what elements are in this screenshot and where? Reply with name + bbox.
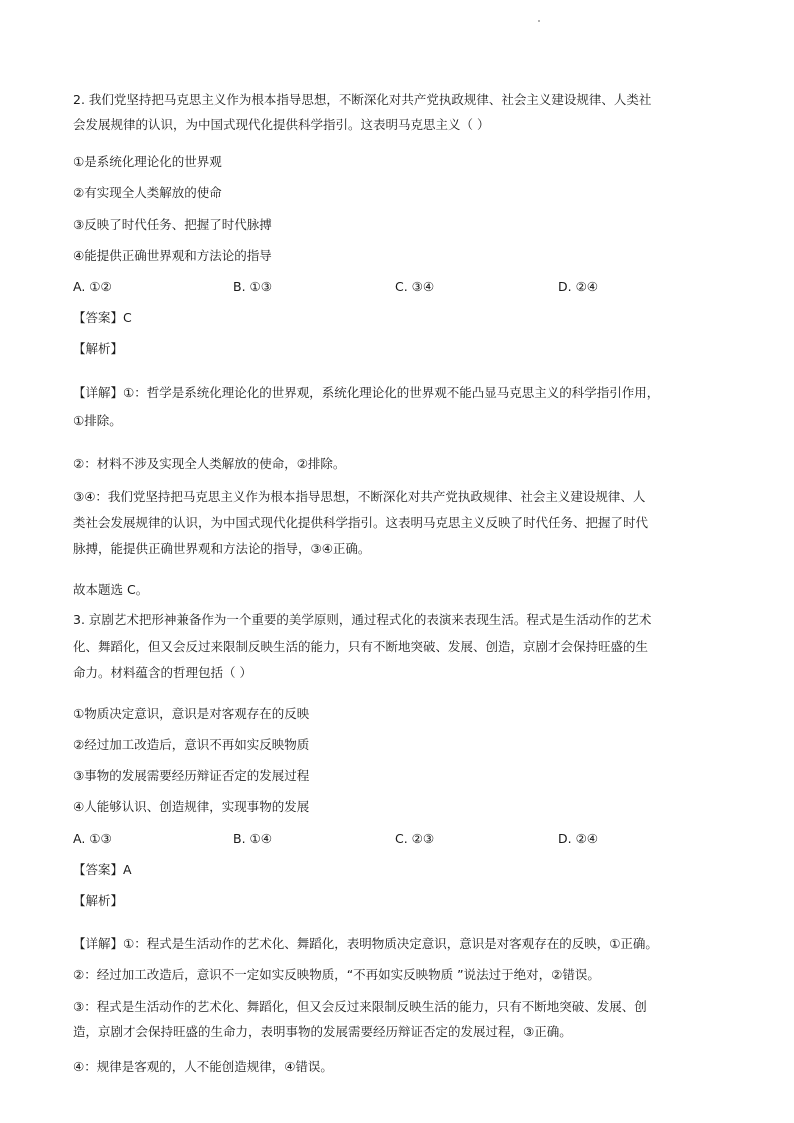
q2-conclusion: 故本题选 C。	[73, 582, 149, 597]
q3-item-1: ①物质决定意识，意识是对客观存在的反映	[73, 706, 310, 721]
q3-stem-line-2: 化、舞蹈化，但又会反过来限制反映生活的能力，只有不断地突破、发展、创造，京剧才会保持旺盛的生	[73, 639, 649, 654]
q2-stem-line-1: 2. 我们党坚持把马克思主义作为根本指导思想，不断深化对共产党执政规律、社会主义建设规律、人类社	[73, 92, 652, 107]
q2-detail-line-5: 类社会发展规律的认识，为中国式现代化提供科学指引。这表明马克思主义反映了时代任务、把握了时代	[73, 515, 649, 530]
q2-detail-line-6: 脉搏，能提供正确世界观和方法论的指导，③④正确。	[73, 541, 371, 556]
q3-item-3: ③事物的发展需要经历辩证否定的发展过程	[73, 768, 310, 783]
q2-item-1: ①是系统化理论化的世界观	[73, 154, 222, 169]
q2-options	[73, 278, 723, 296]
q3-option-c: C. ②③	[395, 831, 435, 846]
q3-option-b: B. ①④	[233, 831, 272, 846]
q2-detail-line-3: ②：材料不涉及实现全人类解放的使命，②排除。	[73, 456, 346, 471]
q3-item-4: ④人能够认识、创造规律，实现事物的发展	[73, 799, 310, 814]
q2-item-4: ④能提供正确世界观和方法论的指导	[73, 248, 272, 263]
q2-item-3: ③反映了时代任务、把握了时代脉搏	[73, 217, 272, 232]
q2-stem-line-2: 会发展规律的认识，为中国式现代化提供科学指引。这表明马克思主义（ ）	[73, 117, 490, 132]
q2-detail-line-1: 【详解】①：哲学是系统化理论化的世界观，系统化理论化的世界观不能凸显马克思主义的科学指引作用，	[73, 385, 660, 400]
q2-detail-line-2: ①排除。	[73, 413, 122, 428]
q3-analysis-label: 【解析】	[73, 893, 124, 908]
page-dot	[538, 20, 540, 22]
q2-analysis-label: 【解析】	[73, 341, 124, 356]
q2-option-b: B. ①③	[233, 279, 272, 294]
q2-answer: 【答案】C	[73, 310, 132, 325]
q2-detail-line-4: ③④：我们党坚持把马克思主义作为根本指导思想，不断深化对共产党执政规律、社会主义建设规律、人	[73, 489, 646, 504]
q3-item-2: ②经过加工改造后，意识不再如实反映物质	[73, 737, 310, 752]
q2-option-c: C. ③④	[395, 279, 435, 294]
q3-stem-line-1: 3. 京剧艺术把形神兼备作为一个重要的美学原则，通过程式化的表演来表现生活。程式是生活动作的艺术	[73, 612, 652, 627]
q3-detail-line-5: ④：规律是客观的，人不能创造规律，④错误。	[73, 1059, 333, 1074]
q2-option-a: A. ①②	[73, 279, 112, 294]
q3-option-a: A. ①③	[73, 831, 112, 846]
q3-option-d: D. ②④	[558, 831, 598, 846]
q3-detail-line-2: ②：经过加工改造后，意识不一定如实反映物质，“不再如实反映物质 ”说法过于绝对，②错误。	[73, 967, 600, 982]
q3-options	[73, 830, 723, 848]
q3-detail-line-1: 【详解】①：程式是生活动作的艺术化、舞蹈化，表明物质决定意识，意识是对客观存在的反映，①正确。	[73, 936, 658, 951]
q3-answer: 【答案】A	[73, 862, 132, 877]
q3-detail-line-4: 造，京剧才会保持旺盛的生命力，表明事物的发展需要经历辩证否定的发展过程，③正确。	[73, 1024, 572, 1039]
q2-item-2: ②有实现全人类解放的使命	[73, 185, 222, 200]
q3-detail-line-3: ③：程式是生活动作的艺术化、舞蹈化，但又会反过来限制反映生活的能力，只有不断地突破、发展、创	[73, 999, 647, 1014]
q3-stem-line-3: 命力。材料蕴含的哲理包括（ ）	[73, 665, 252, 680]
q2-option-d: D. ②④	[558, 279, 598, 294]
